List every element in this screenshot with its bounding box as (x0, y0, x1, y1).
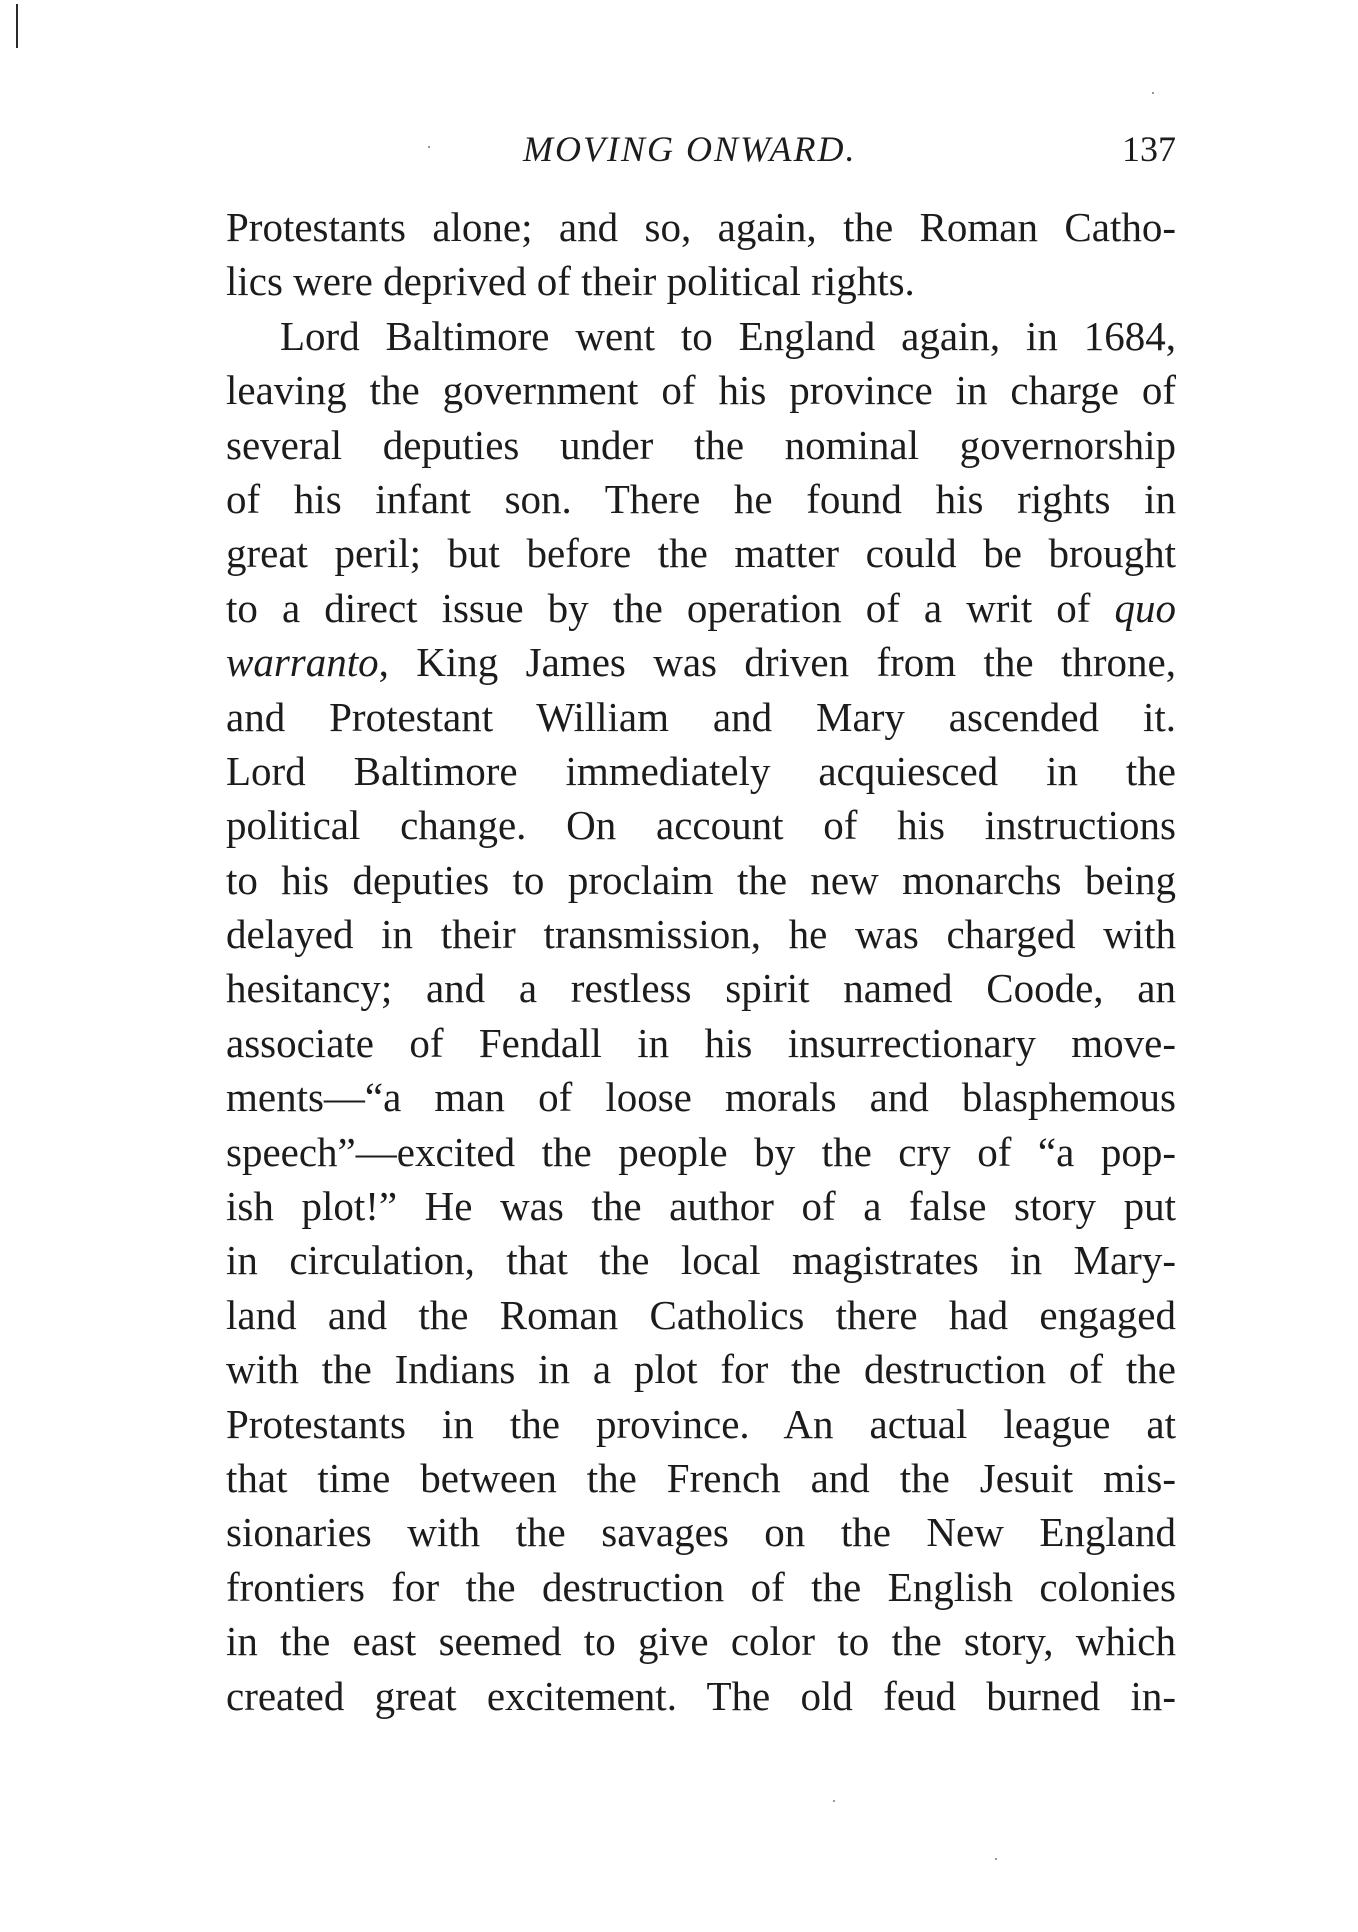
text-line: several deputies under the nominal governorship (226, 421, 1176, 468)
text-line (226, 581, 1176, 635)
text-line: land and the Roman Catholics there had engaged (226, 1291, 1176, 1338)
italic-term: quo (1114, 584, 1176, 631)
text-line: in the east seemed to give color to the story, which (226, 1618, 1176, 1665)
text-line: speech”—excited the people by the cry of “a pop- (226, 1128, 1176, 1175)
scan-speck (1152, 92, 1154, 94)
text-line: hesitancy; and a restless spirit named Coode, an (226, 965, 1176, 1012)
text-line: ments—“a man of loose morals and blasphemous (226, 1074, 1176, 1121)
text-line: Lord Baltimore immediately acquiesced in the (226, 747, 1176, 794)
text-line: frontiers for the destruction of the English colonies (226, 1563, 1176, 1610)
text-line (226, 635, 1176, 689)
text-line: sionaries with the savages on the New England (226, 1509, 1176, 1556)
text-fragment: to a direct issue by the operation of a writ of (226, 584, 1091, 631)
page-number: 137 (1122, 129, 1176, 169)
text-line: created great excitement. The old feud burned in- (226, 1672, 1176, 1719)
text-line: of his infant son. There he found his rights in (226, 475, 1176, 522)
text-line: and Protestant William and Mary ascended it. (226, 693, 1176, 740)
text-line: lics were deprived of their political rights. (226, 258, 915, 305)
scan-speck (833, 1800, 835, 1802)
text-fragment: , King James was driven from the throne, (378, 639, 1176, 686)
text-line: Protestants alone; and so, again, the Roman Catho- (226, 204, 1176, 250)
running-title: MOVING ONWARD. (523, 129, 857, 169)
text-line: that time between the French and the Jesuit mis- (226, 1454, 1176, 1501)
text-line: leaving the government of his province in charge of (226, 367, 1176, 414)
body-text (226, 200, 1176, 1723)
text-line: to his deputies to proclaim the new monarchs being (226, 856, 1176, 903)
scan-margin-mark (16, 4, 18, 48)
page-header (226, 128, 1176, 178)
text-line: Lord Baltimore went to England again, in 1684, (280, 312, 1176, 359)
scan-speck (428, 146, 430, 148)
italic-term: warranto (226, 639, 379, 686)
text-line: ish plot!” He was the author of a false story put (226, 1183, 1176, 1230)
text-line: with the Indians in a plot for the destruction of the (226, 1346, 1176, 1393)
text-line: Protestants in the province. An actual league at (226, 1400, 1176, 1447)
text-line: associate of Fendall in his insurrectionary move- (226, 1019, 1176, 1066)
text-line: political change. On account of his instructions (226, 802, 1176, 849)
text-line: delayed in their transmission, he was charged with (226, 911, 1176, 958)
scan-speck (995, 1858, 997, 1860)
text-line: great peril; but before the matter could be brought (226, 530, 1176, 577)
text-line: in circulation, that the local magistrates in Mary- (226, 1237, 1176, 1284)
